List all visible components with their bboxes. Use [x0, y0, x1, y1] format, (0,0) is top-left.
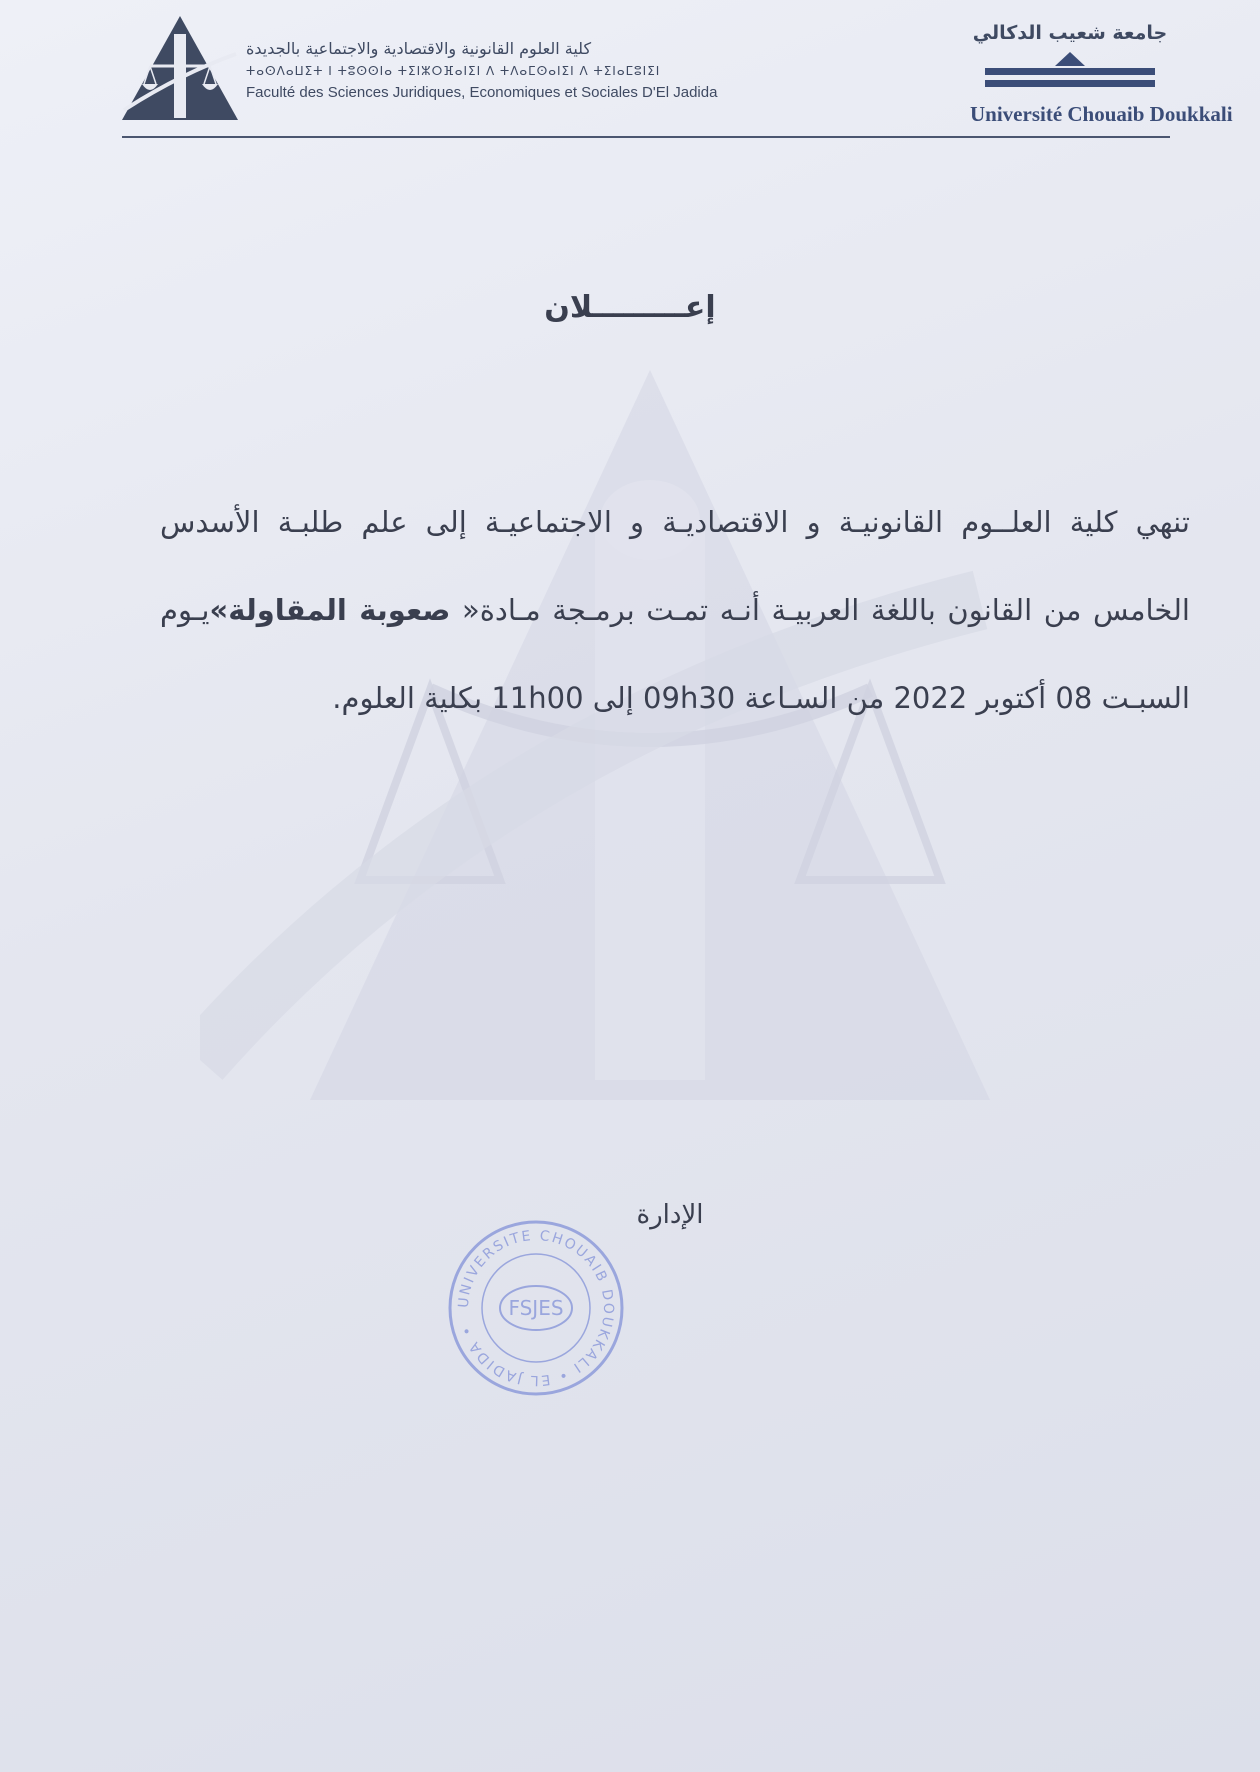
- course-name: صعوبة المقاولة»: [209, 593, 451, 627]
- faculty-name-ar: كلية العلوم القانونية والاقتصادية والاجتماعية بالجديدة: [246, 39, 592, 58]
- announcement-title: إعـــــــــلان: [544, 290, 716, 325]
- official-stamp-icon: [446, 1218, 626, 1398]
- stamp-ring-text: UNIVERSITE CHOUAIB DOUKKALI • EL JADIDA •: [455, 1227, 617, 1389]
- faculty-logo-icon: [120, 14, 240, 128]
- faculty-header: [120, 14, 718, 134]
- faculty-name-tifinagh: ⵜⴰⵙⴷⴰⵡⵉⵜ ⵏ ⵜⵓⵙⵙⵏⴰ ⵜⵉⵏⵣⵔⴼⴰⵏⵉⵏ ⴷ ⵜⴷⴰⵎⵙⴰⵏⵉⵏ ⴷ ⵜⵉⵏⴰⵎⵓⵏⵉⵏ: [246, 64, 661, 78]
- university-logo-icon: [975, 50, 1165, 100]
- signature-label: الإدارة: [636, 1200, 704, 1230]
- faculty-name-fr: Faculté des Sciences Juridiques, Economiques et Sociales D'El Jadida: [246, 84, 718, 101]
- university-name-fr: Université Chouaib Doukkali: [970, 102, 1233, 126]
- stamp-center-text: FSJES: [508, 1296, 564, 1320]
- header-divider: [122, 136, 1170, 138]
- university-header: [970, 22, 1233, 132]
- announcement-line-1: تنهي كلية العلــوم القانونيـة و الاقتصاديـة و الاجتماعيـة إلى علم طلبـة: [277, 505, 1190, 539]
- announcement-line-2: الأسدس الخامس من القانون باللغة العربيـة أنـه تمـت برمـجة مـادة«: [160, 505, 1190, 627]
- university-name-ar: جامعة شعيب الدكالي: [972, 22, 1168, 44]
- announcement-line-3: يـوم السبـت 08 أكتوبر 2022 من السـاعة 09h30 إلى 11h00 بكلية العلوم.: [160, 593, 1190, 715]
- announcement-body: [160, 478, 1190, 742]
